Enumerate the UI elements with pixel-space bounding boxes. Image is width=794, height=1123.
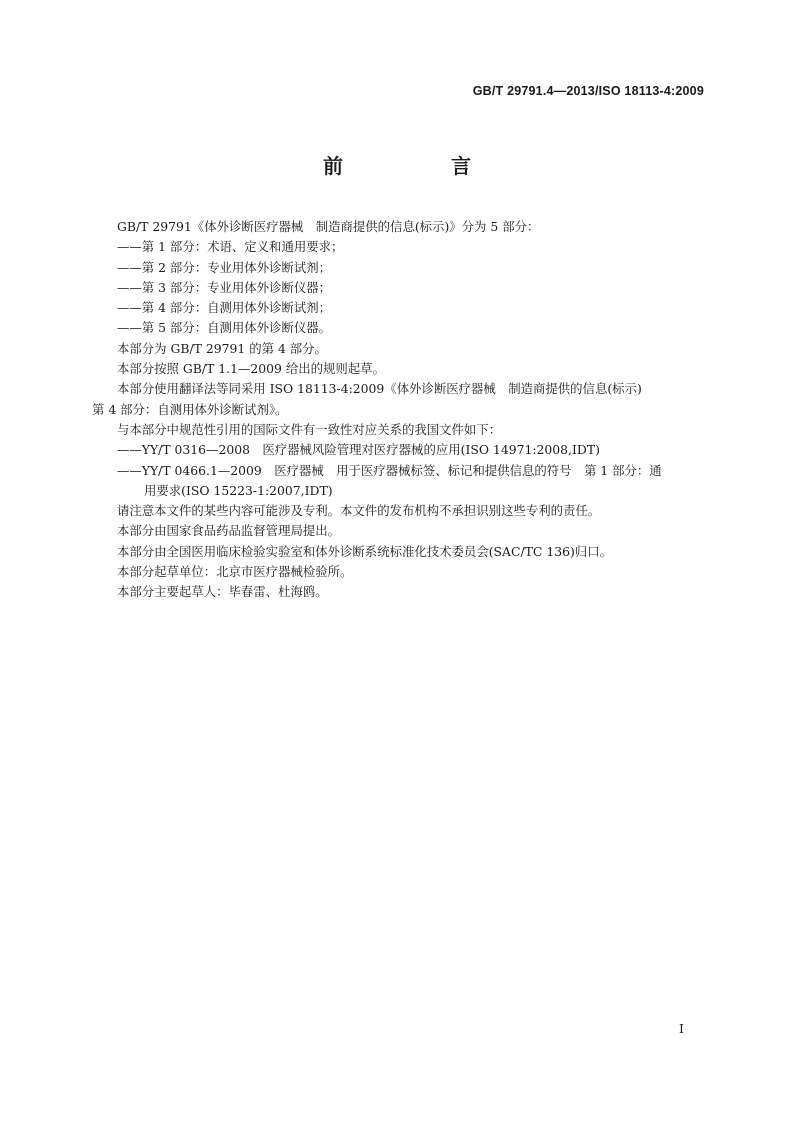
paragraph-patent-notice: 请注意本文件的某些内容可能涉及专利。本文件的发布机构不承担识别这些专利的责任。 (117, 503, 601, 519)
list-item-ref-yy-0466-line-1: ——YY/T 0466.1—2009 医疗器械 用于医疗器械标签、标记和提供信息的符号 第 1 部分：通 (117, 462, 662, 478)
paragraph-intro: GB/T 29791《体外诊断医疗器械 制造商提供的信息(标示)》分为 5 部分： (117, 219, 540, 234)
paragraph-drafting-rules: 本部分按照 GB/T 1.1—2009 给出的规则起草。 (117, 361, 385, 377)
list-item-part-2: ——第 2 部分：专业用体外诊断试剂； (117, 259, 332, 275)
paragraph-part-statement: 本部分为 GB/T 29791 的第 4 部分。 (117, 340, 327, 356)
page-number: I (679, 1021, 684, 1036)
page-title: 前 言 (323, 154, 515, 178)
paragraph-proposer: 本部分由国家食品药品监督管理局提出。 (117, 523, 341, 539)
paragraph-committee: 本部分由全国医用临床检验实验室和体外诊断系统标准化技术委员会(SAC/TC 136)归口。 (117, 543, 612, 559)
paragraph-drafters: 本部分主要起草人：毕春雷、杜海鸥。 (117, 584, 328, 600)
paragraph-drafting-unit: 本部分起草单位：北京市医疗器械检验所。 (117, 564, 353, 580)
list-item-part-1: ——第 1 部分：术语、定义和通用要求； (117, 239, 344, 255)
paragraph-adoption-line-2: 第 4 部分：自测用体外诊断试剂》。 (92, 401, 288, 417)
list-item-part-4: ——第 4 部分：自测用体外诊断试剂； (117, 300, 332, 316)
list-item-ref-yy-0466-line-2: 用要求(ISO 15223-1:2007,IDT) (144, 482, 333, 498)
list-item-ref-yy-0316: ——YY/T 0316—2008 医疗器械风险管理对医疗器械的应用(ISO 14971:2008,IDT) (117, 442, 600, 458)
standard-code-header: GB/T 29791.4—2013/ISO 18113-4:2009 (472, 84, 704, 98)
list-item-part-5: ——第 5 部分：自测用体外诊断仪器。 (117, 320, 332, 336)
foreword-body (92, 217, 704, 603)
list-item-part-3: ——第 3 部分：专业用体外诊断仪器； (117, 279, 332, 295)
paragraph-normative-refs: 与本部分中规范性引用的国际文件有一致性对应关系的我国文件如下： (117, 421, 502, 437)
paragraph-adoption-line-1: 本部分使用翻译法等同采用 ISO 18113-4:2009《体外诊断医疗器械 制造商提供的信息(标示) (117, 381, 642, 397)
